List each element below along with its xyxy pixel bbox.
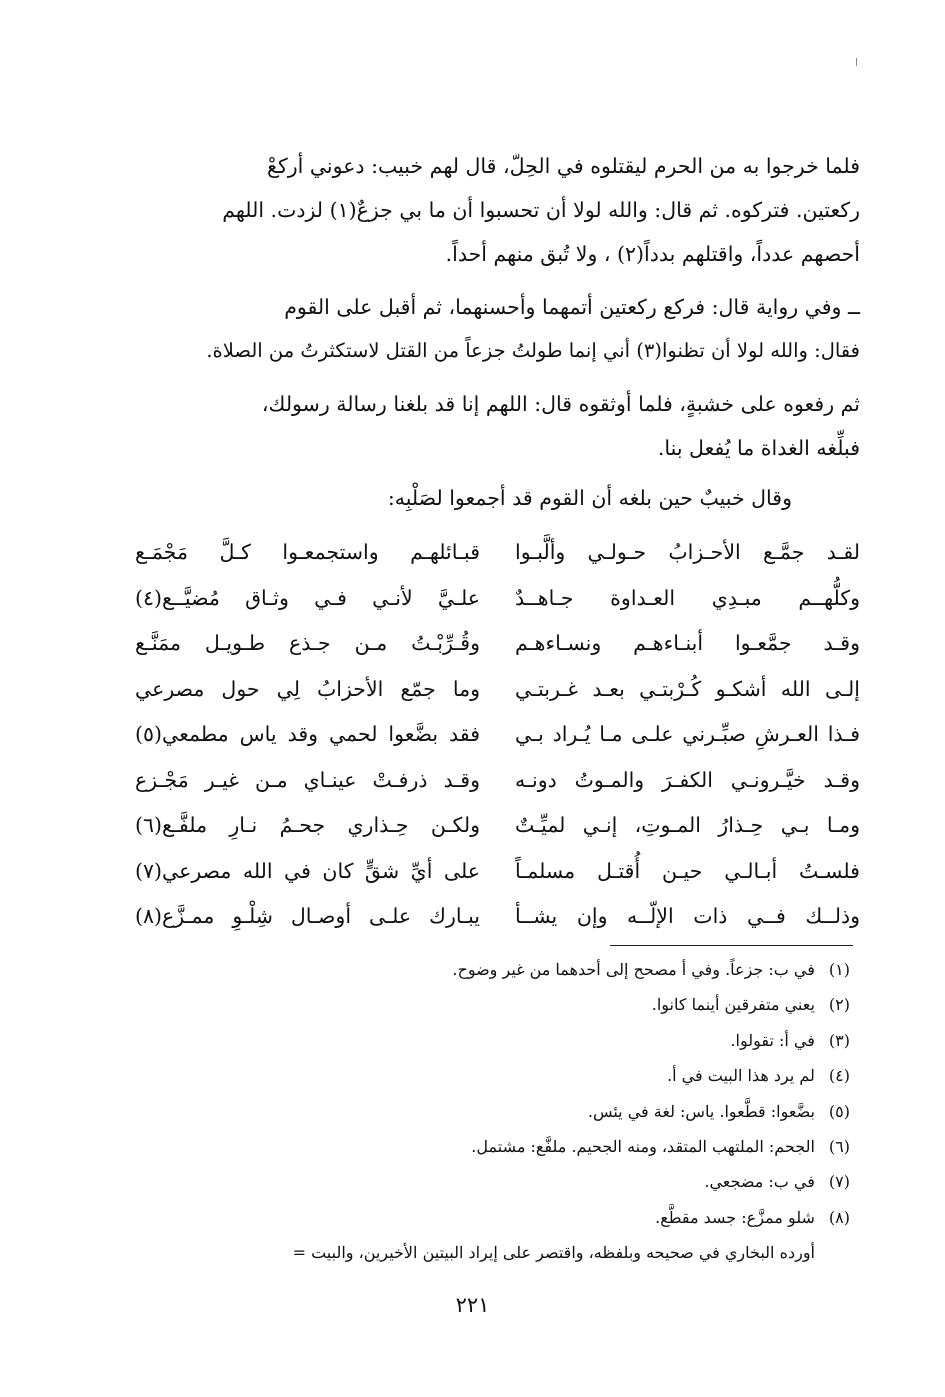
verse-left: علـيَّ لأنـي فـي وثـاق مُضيَّــع(٤) [135, 585, 480, 610]
text-line: ثم رفعوه على خشبةٍ، فلما أوثقوه قال: اللهم إنا قد بلغنا رسالة رسولك، [261, 392, 860, 416]
verse-right: ومـا بـي حِـذارُ المـوتِ، إنـي لميِّـتٌ [515, 813, 860, 837]
text-line: فبلِّغه الغداة ما يُفعل بنا. [657, 436, 860, 460]
footnote [110, 1200, 850, 1235]
footnote-number: (٧) [828, 1172, 850, 1192]
scan-mark [856, 58, 857, 66]
footnote-text: في أ: تقولوا. [730, 1030, 815, 1050]
footnote-text: يعني متفرقين أينما كانوا. [651, 995, 815, 1015]
footnote-text: في ب: مضجعي. [704, 1172, 815, 1192]
footnote-number: (٨) [828, 1207, 850, 1227]
footnote [110, 1164, 850, 1199]
footnote-divider [610, 945, 853, 946]
footnote [110, 1094, 850, 1129]
text-line: أحصهم عدداً، واقتلهم بدداً(٢) ، ولا تُبق منهم أحداً. [445, 242, 860, 266]
text-line: فقال: والله لولا أن تظنوا(٣) أني إنما طولتُ جزعاً من القتل لاستكثرتُ من الصلاة. [206, 339, 860, 362]
footnotes [110, 952, 850, 1271]
verse-left: على أيِّ شقٍّ كان في الله مصرعي(٧) [135, 858, 480, 883]
poem-second-hemistichs [135, 530, 480, 940]
footnote-text: الجحم: الملتهب المتقد، ومنه الجحيم. ملفَّع: مشتمل. [471, 1136, 815, 1156]
page-number: ٢٢١ [455, 1293, 490, 1317]
footnote-text: أورده البخاري في صحيحه وبلفظه، واقتصر على إيراد البيتين الأخيرين، والبيت = [292, 1243, 815, 1263]
footnote [110, 1129, 850, 1164]
verse-right: فـذا العـرشِ صبِّـرني علـى مـا يُـراد بـي [515, 722, 860, 746]
footnote-text: شلو ممزَّع: جسد مقطَّع. [655, 1207, 815, 1227]
paragraph-2 [135, 285, 860, 373]
footnote [110, 1023, 850, 1058]
footnote-continuation [110, 1235, 850, 1270]
verse-right: لقـد جمَّـع الأحـزابُ حـولـي وألَّبـوا [515, 540, 860, 564]
poem [135, 530, 860, 928]
text-line: ــ وفي رواية قال: فركع ركعتين أتمهما وأحسنهما، ثم أقبل على القوم [284, 295, 860, 319]
paragraph-3 [135, 382, 860, 470]
footnote-number: (٦) [828, 1136, 850, 1156]
verse-left: وقُـرِّبْـتُ مـن جـذع طـويـل ممَنَّـع [135, 631, 480, 655]
verse-left: وقـد ذرفـتْ عينـاي مـن غيـر مَجْـزع [135, 767, 480, 792]
footnote-number: (٣) [828, 1030, 850, 1050]
verse-right: وقـد جمَّعـوا أبنـاءهـم ونسـاءهـم [515, 631, 860, 655]
footnote [110, 1058, 850, 1093]
footnote-number: (٢) [828, 995, 850, 1015]
footnote [110, 952, 850, 987]
text-line: فلما خرجوا به من الحرم ليقتلوه في الحِلّ، قال لهم خبيب: دعوني أركعْ [267, 154, 860, 178]
footnote-number: (٤) [828, 1066, 850, 1086]
verse-right: وذلــك فــي ذات الإلّــه وإن يشــأ [515, 904, 860, 928]
verse-right: إلـى الله أشكـو كُـرْبتـي بعـد غـربتـي [515, 676, 860, 701]
footnote-text: بضَّعوا: قطَّعوا. ياس: لغة في يئس. [587, 1101, 815, 1121]
verse-left: وما جمّع الأحزابُ لِي حول مصرعي [135, 676, 480, 701]
verse-right: وكلُّهــم مبـدِي العـداوة جـاهــدٌ [515, 585, 860, 610]
verse-left: ولكـن حِـذاري جحـمُ نـارِ ملفَّـع(٦) [135, 813, 480, 837]
paragraph-4 [135, 476, 860, 520]
footnote-text: في ب: جزعاً. وفي أ مصحح إلى أحدهما من غير وضوح. [452, 960, 815, 979]
text-line: وقال خبيبٌ حين بلغه أن القوم قد أجمعوا لصَلْبِه: [387, 486, 792, 510]
verse-right: وقـد خيَّـرونـي الكفـرَ والمـوتُ دونـه [515, 767, 860, 792]
verse-right: فلسـتُ أبـالـي حيـن أُقتـل مسلمـاً [515, 858, 860, 883]
verse-left: يبـارك علـى أوصـال شِلْـوِ ممـزَّع(٨) [135, 904, 480, 928]
verse-left: قبـائلهـم واستجمعـوا كـلَّ مَجْمَـع [135, 540, 480, 564]
footnote [110, 987, 850, 1022]
footnote-number: (٥) [828, 1101, 850, 1121]
text-line: ركعتين. فتركوه. ثم قال: والله لولا أن تحسبوا أن ما بي جزعٌ(١) لزدت. اللهم [222, 198, 860, 222]
footnote-number: (١) [828, 960, 850, 979]
paragraph-1 [135, 144, 860, 276]
poem-first-hemistichs [515, 530, 860, 940]
footnote-text: لم يرد هذا البيت في أ. [667, 1066, 815, 1086]
verse-left: فقد بضَّعوا لحمي وقد ياس مطمعي(٥) [135, 722, 480, 746]
